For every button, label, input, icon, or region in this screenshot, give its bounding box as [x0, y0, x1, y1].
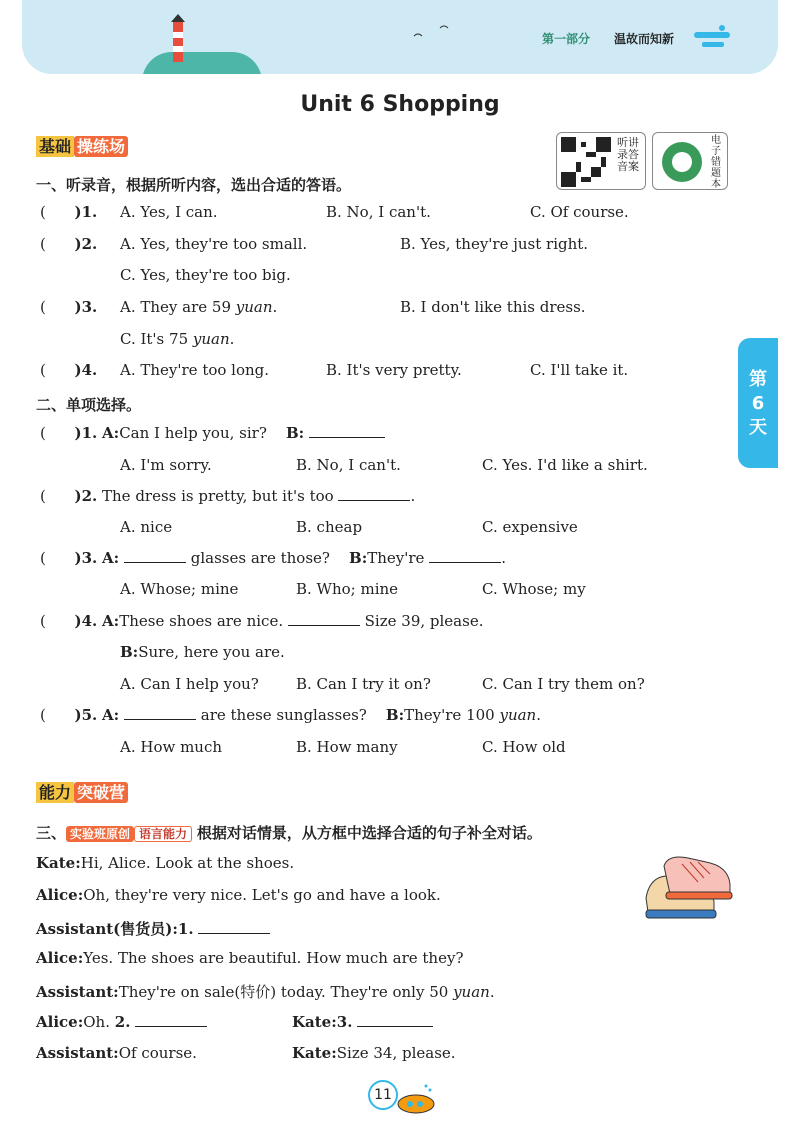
option-c: C. Yes. I'd like a shirt.: [482, 456, 648, 474]
part3-heading: 根据对话情景，从方框中选择合适的句子补全对话。: [196, 824, 542, 842]
option-a: A. I'm sorry.: [120, 456, 212, 474]
option-c: C. Yes, they're too big.: [120, 266, 291, 284]
option-c: C. Can I try them on?: [482, 675, 645, 693]
part1-q1: [40, 203, 97, 221]
option-c: C. Whose; my: [482, 580, 586, 598]
speaker-a: A:: [102, 612, 120, 630]
stem-unit: yuan: [499, 706, 537, 724]
part2-q4: [40, 612, 483, 630]
speaker-a: A:: [102, 549, 120, 567]
badge-language: 语言能力: [134, 826, 192, 842]
dialog-text: They're on sale(特价) today. They're only 50: [118, 983, 454, 1001]
answer-blank[interactable]: [357, 1013, 433, 1027]
option-b: B. Yes, they're just right.: [400, 235, 589, 253]
speaker: Kate:: [36, 854, 81, 872]
stem: Can I help you, sir?: [119, 424, 267, 442]
answer-blank[interactable]: [338, 487, 410, 501]
q-num: )3.: [74, 298, 98, 316]
dialog-line-2: [36, 886, 441, 904]
option-b: B. No, I can't.: [296, 456, 401, 474]
speaker-b: B:: [385, 706, 405, 724]
dialog-line-1: [36, 854, 294, 872]
option-a: A. Yes, I can.: [120, 203, 218, 221]
part1-q3: [40, 298, 97, 316]
option-a: A. They are 59 yuan.: [120, 298, 278, 316]
stem: They're: [367, 549, 425, 567]
part1-q2: [40, 235, 97, 253]
birds-icon: [412, 22, 452, 42]
submarine-icon: [396, 1080, 436, 1116]
day-tab-line3: 天: [749, 417, 767, 438]
option-c: C. Of course.: [530, 203, 629, 221]
option-b: B. Can I try it on?: [296, 675, 431, 693]
option-b: B. No, I can't.: [326, 203, 431, 221]
speaker-b: B:: [349, 549, 368, 567]
section-tag-ability: [36, 780, 128, 803]
qr-code-icon: [657, 137, 707, 187]
island-decoration: [142, 52, 262, 74]
dialog-text: Oh, they're very nice. Let's go and have a look.: [83, 886, 441, 904]
speaker-a: A:: [102, 424, 120, 442]
page-number: 11: [368, 1080, 398, 1110]
option-c: C. I'll take it.: [530, 361, 629, 379]
blank-num: 2.: [114, 1013, 131, 1031]
answer-bracket[interactable]: (: [40, 361, 75, 379]
dialog-line-7b: [292, 1044, 456, 1062]
stem: glasses are those?: [190, 549, 330, 567]
answer-blank[interactable]: [124, 706, 196, 720]
answer-bracket[interactable]: (: [40, 549, 75, 567]
speaker: Alice:: [36, 886, 84, 904]
option-b: B. How many: [296, 738, 398, 756]
option-b: B. cheap: [296, 518, 363, 536]
q-num: )5.: [74, 706, 98, 724]
answer-bracket[interactable]: (: [40, 298, 75, 316]
option-a-unit: yuan: [235, 298, 273, 316]
answer-blank[interactable]: [429, 549, 501, 563]
section-tag-a: 基础: [36, 136, 74, 157]
option-c-text: C. It's 75: [120, 330, 193, 348]
badge-original: 实验班原创: [66, 826, 134, 842]
dialog-unit: yuan: [453, 983, 490, 1001]
part1-q4: [40, 361, 97, 379]
option-c-unit: yuan: [192, 330, 230, 348]
stem: These shoes are nice.: [119, 612, 284, 630]
qr-listening-label: 听讲录答音案: [617, 136, 639, 173]
option-b: B. I don't like this dress.: [400, 298, 586, 316]
stem: Sure, here you are.: [138, 643, 285, 661]
q-num: )4.: [74, 612, 98, 630]
option-a: A. Yes, they're too small.: [120, 235, 308, 253]
speaker-b: B:: [120, 643, 139, 661]
part2-q3: ( )3. A: glasses are those? B:They're .: [40, 549, 506, 567]
speaker: Alice:: [36, 949, 84, 967]
option-b: B. It's very pretty.: [326, 361, 462, 379]
shoes-illustration-icon: [642, 854, 734, 928]
q-num: )3.: [74, 549, 98, 567]
speaker: Kate:: [292, 1044, 337, 1062]
answer-blank[interactable]: [309, 424, 385, 438]
qr-code-icon: [561, 137, 611, 187]
dialog-line-6b: [292, 1013, 433, 1031]
option-a: A. How much: [120, 738, 223, 756]
part2-q1: [40, 424, 385, 442]
dialog-text: Size 34, please.: [336, 1044, 456, 1062]
section-tag-a: 能力: [36, 782, 74, 803]
qr-listening[interactable]: [556, 132, 646, 190]
stem: They're 100: [404, 706, 500, 724]
answer-blank[interactable]: [288, 612, 360, 626]
speaker: Assistant:: [36, 983, 119, 1001]
part-title: 温故而知新: [614, 32, 675, 46]
part2-q5: ( )5. A: are these sunglasses? B:They're 100 yuan.: [40, 706, 541, 724]
answer-bracket[interactable]: (: [40, 706, 75, 724]
speaker: Assistant:: [36, 1044, 119, 1062]
page-title: Unit 6 Shopping: [300, 92, 500, 117]
blank-num: 3.: [336, 1013, 353, 1031]
qr-error-book-label: 电子错题本: [711, 135, 721, 190]
day-tab: [738, 338, 778, 468]
part1-heading: 一、听录音，根据所听内容，选出合适的答语。: [36, 176, 352, 194]
option-c: C. How old: [482, 738, 566, 756]
option-c: C. expensive: [482, 518, 578, 536]
dialog-text: Oh.: [83, 1013, 110, 1031]
part2-heading: 二、单项选择。: [36, 396, 142, 414]
part3-prefix: 三、: [36, 824, 67, 842]
header-logo-icon: [692, 24, 732, 50]
part3-heading-row: [36, 822, 542, 843]
answer-blank[interactable]: [135, 1013, 207, 1027]
section-tag-b: 操练场: [74, 136, 128, 157]
dialog-line-4: [36, 949, 464, 967]
dialog-text: Hi, Alice. Look at the shoes.: [80, 854, 295, 872]
option-a-text: A. They are 59: [120, 298, 236, 316]
option-a: A. Whose; mine: [120, 580, 239, 598]
speaker: Assistant(售货员):: [36, 920, 178, 938]
part-label: 第一部分: [542, 32, 591, 46]
answer-blank[interactable]: [124, 549, 186, 563]
part2-q2: ( )2. The dress is pretty, but it's too .: [40, 487, 416, 505]
speaker: Kate:: [292, 1013, 337, 1031]
speaker-b: B:: [285, 424, 305, 442]
section-tag-b: 突破营: [74, 782, 128, 803]
dialog-line-6: [36, 1013, 207, 1031]
answer-blank[interactable]: [198, 920, 270, 934]
q-num: )4.: [74, 361, 98, 379]
answer-bracket[interactable]: (: [40, 235, 75, 253]
speaker: Alice:: [36, 1013, 84, 1031]
answer-bracket[interactable]: (: [40, 203, 75, 221]
option-a: A. They're too long.: [120, 361, 270, 379]
stem: are these sunglasses?: [200, 706, 367, 724]
q-num: )1.: [74, 424, 98, 442]
answer-bracket[interactable]: (: [40, 487, 75, 505]
day-tab-line1: 第: [749, 369, 767, 390]
option-b: B. Who; mine: [296, 580, 399, 598]
dialog-line-5: Assistant:They're on sale(特价) today. They're only 50 yuan.: [36, 983, 495, 1001]
stem: Size 39, please.: [364, 612, 484, 630]
q-num: )1.: [74, 203, 98, 221]
q-num: )2.: [74, 235, 98, 253]
lighthouse-icon: [168, 14, 188, 64]
answer-bracket[interactable]: (: [40, 424, 75, 442]
dialog-text: Of course.: [118, 1044, 197, 1062]
blank-num: 1.: [177, 920, 194, 938]
stem: The dress is pretty, but it's too: [102, 487, 334, 505]
section-tag-basic: [36, 134, 128, 157]
option-a: A. nice: [120, 518, 173, 536]
qr-error-book[interactable]: [652, 132, 728, 190]
dialog-line-3: [36, 918, 270, 939]
part2-q4-b: [120, 643, 285, 661]
dialog-line-7: [36, 1044, 197, 1062]
q-num: )2.: [74, 487, 98, 505]
answer-bracket[interactable]: (: [40, 612, 75, 630]
dialog-text: Yes. The shoes are beautiful. How much are they?: [83, 949, 464, 967]
option-c: C. It's 75 yuan.: [120, 330, 235, 348]
day-tab-line2: 6: [751, 393, 765, 414]
speaker-a: A:: [102, 706, 120, 724]
option-a: A. Can I help you?: [120, 675, 259, 693]
